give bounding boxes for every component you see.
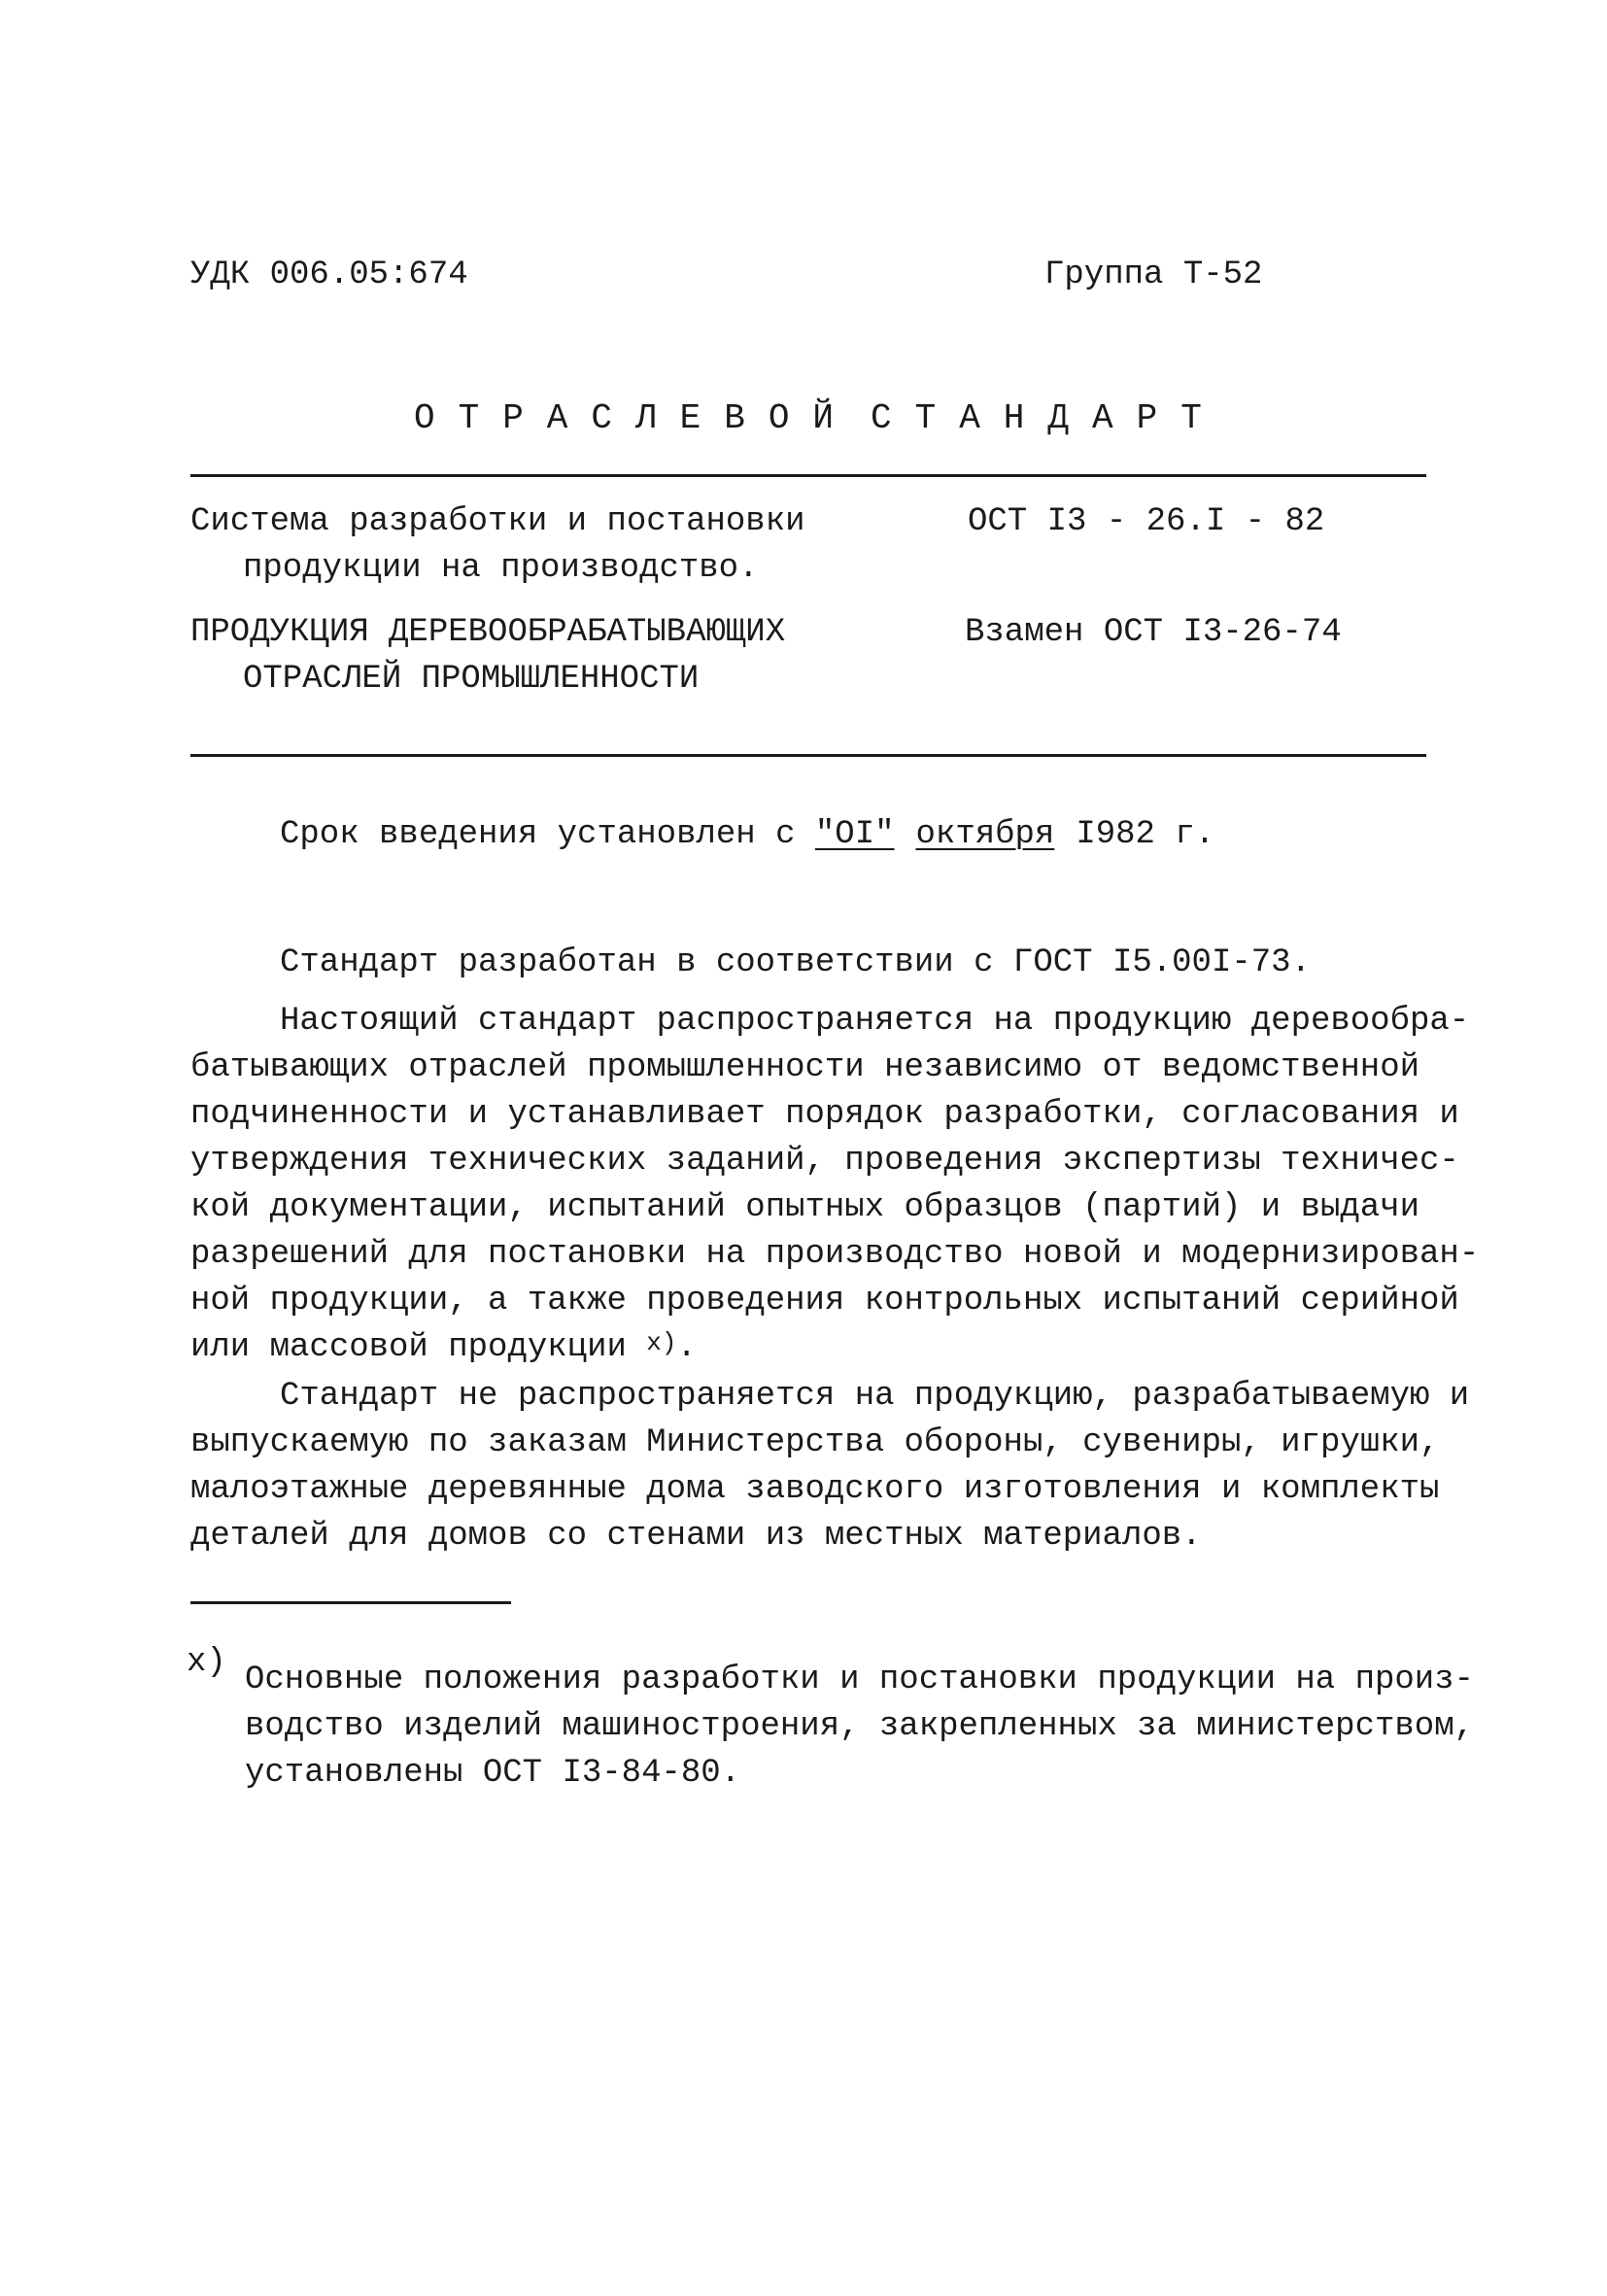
standard-designation: ОСТ I3 - 26.I - 82	[968, 503, 1325, 540]
footnote-rule	[190, 1601, 511, 1604]
paragraph2-line: Стандарт не распространяется на продукцию, разрабатываемую и	[280, 1378, 1470, 1415]
system-line-2: продукции на производство.	[243, 550, 759, 587]
effective-prefix: Срок введения установлен с	[280, 816, 815, 853]
title-word-2: СТАНДАРТ	[871, 398, 1225, 438]
footnote-marker: x)	[187, 1644, 226, 1681]
product-line-1: ПРОДУКЦИЯ ДЕРЕВООБРАБАТЫВАЮЩИХ	[190, 614, 786, 651]
paragraph1-line: разрешений для постановки на производство новой и модернизирован-	[190, 1236, 1480, 1273]
title-word-1: ОТРАСЛЕВОЙ	[414, 398, 858, 438]
paragraph1-end: .	[676, 1329, 697, 1366]
paragraph1-last-line	[190, 1328, 697, 1366]
paragraph1-line: подчиненности и устанавливает порядок разработки, согласования и	[190, 1096, 1459, 1133]
footnote-reference: x)	[646, 1328, 677, 1357]
paragraph1-line: ной продукции, а также проведения контрольных испытаний серийной	[190, 1283, 1459, 1319]
developed-statement: Стандарт разработан в соответствии с ГОСТ I5.00I-73.	[280, 944, 1311, 981]
effective-month: октября	[915, 816, 1055, 853]
product-line-2: ОТРАСЛЕЙ ПРОМЫШЛЕННОСТИ	[243, 661, 700, 698]
paragraph2-line: малоэтажные деревянные дома заводского изготовления и комплекты	[190, 1471, 1440, 1508]
paragraph2-line: деталей для домов со стенами из местных материалов.	[190, 1518, 1202, 1555]
footnote-line: Основные положения разработки и постановки продукции на произ-	[245, 1662, 1475, 1698]
paragraph1-line: Настоящий стандарт распространяется на продукцию деревообра-	[280, 1003, 1470, 1040]
effective-day: "OI"	[814, 816, 895, 853]
paragraph1-line: кой документации, испытаний опытных образцов (партий) и выдачи	[190, 1189, 1420, 1226]
replaces-standard: Взамен ОСТ I3-26-74	[965, 614, 1342, 651]
paragraph2-line: выпускаемую по заказам Министерства обороны, сувениры, игрушки,	[190, 1424, 1440, 1461]
footnote-line: установлены ОСТ I3-84-80.	[245, 1755, 741, 1792]
top-rule	[190, 474, 1426, 477]
effective-year: I982 г.	[1076, 816, 1215, 853]
paragraph1-line: батывающих отраслей промышленности независимо от ведомственной	[190, 1049, 1420, 1086]
group-code: Группа Т-52	[1044, 257, 1263, 293]
paragraph1-line: утверждения технических заданий, проведения экспертизы техничес-	[190, 1143, 1459, 1180]
paragraph1-line: или массовой продукции	[190, 1329, 647, 1366]
bottom-rule	[190, 754, 1426, 757]
footnote-line: водство изделий машиностроения, закрепленных за министерством,	[245, 1708, 1475, 1745]
effective-date	[280, 818, 1214, 851]
udk-code: УДК 006.05:674	[190, 257, 468, 293]
system-line-1: Система разработки и постановки	[190, 503, 805, 540]
